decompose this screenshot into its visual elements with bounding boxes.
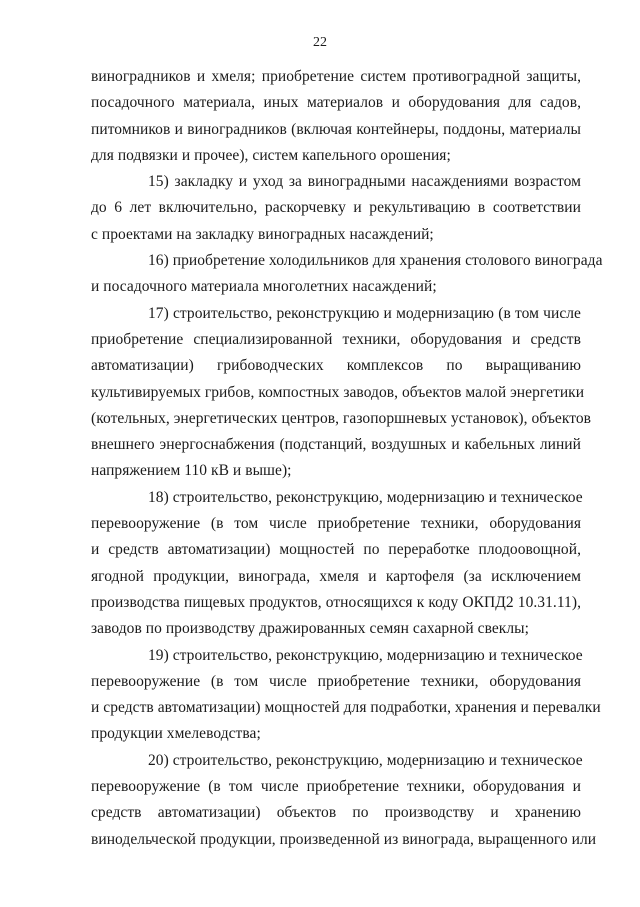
text-line: культивируемых грибов, компостных заводов, объектов малой энергетики: [91, 383, 585, 401]
text-line: заводов по производству дражированных семян сахарной свеклы;: [91, 620, 529, 638]
document-body: [91, 64, 603, 853]
text-line: автоматизации) грибоводческих комплексов по выращиванию: [91, 357, 581, 375]
text-line: до 6 лет включительно, раскорчевку и рекультивацию в соответствии: [91, 199, 581, 217]
text-line: для подвязки и прочее), систем капельного орошения;: [91, 146, 451, 164]
text-line: производства пищевых продуктов, относящихся к коду ОКПД2 10.31.11),: [91, 593, 581, 611]
paragraph-item-17: [91, 301, 591, 485]
page-number: 22: [313, 35, 327, 50]
paragraph-item-16: [91, 248, 603, 301]
text-line: и посадочного материала многолетних насаждений;: [91, 278, 437, 296]
text-line: 19) строительство, реконструкцию, модернизацию и техническое: [148, 646, 583, 664]
text-line: перевооружение (в том числе приобретение техники, оборудования и: [91, 778, 581, 796]
paragraph-item-18: [91, 485, 581, 643]
text-line: (котельных, энергетических центров, газопоршневых установок), объектов: [91, 409, 591, 427]
text-line: приобретение специализированной техники, оборудования и средств: [91, 330, 581, 348]
text-line: внешнего энергоснабжения (подстанций, воздушных и кабельных линий: [91, 436, 581, 454]
text-line: питомников и виноградников (включая контейнеры, поддоны, материалы: [91, 120, 581, 138]
text-line: виноградников и хмеля; приобретение систем противоградной защиты,: [91, 68, 581, 85]
text-line: средств автоматизации) объектов по производству и хранению: [91, 804, 581, 822]
text-line: напряжением 110 кВ и выше);: [91, 462, 292, 480]
text-line: 18) строительство, реконструкцию, модернизацию и техническое: [148, 488, 583, 506]
text-line: с проектами на закладку виноградных насаждений;: [91, 225, 434, 243]
paragraph-item-19: [91, 643, 601, 748]
text-line: 20) строительство, реконструкцию, модернизацию и техническое: [148, 751, 583, 769]
text-line: и средств автоматизации) мощностей по переработке плодоовощной,: [91, 541, 581, 559]
text-line: 16) приобретение холодильников для хранения столового винограда: [148, 252, 603, 270]
paragraph-item-20: [91, 748, 597, 853]
text-line: перевооружение (в том числе приобретение техники, оборудования: [91, 672, 581, 690]
text-line: и средств автоматизации) мощностей для подработки, хранения и перевалки: [91, 699, 601, 717]
text-line: посадочного материала, иных материалов и оборудования для садов,: [91, 94, 581, 112]
paragraph-item-15: [91, 169, 581, 248]
text-line: 17) строительство, реконструкцию и модернизацию (в том числе: [148, 304, 581, 322]
text-line: продукции хмелеводства;: [91, 725, 261, 743]
text-line: перевооружение (в том числе приобретение техники, оборудования: [91, 515, 581, 533]
text-line: винодельческой продукции, произведенной из винограда, выращенного или: [91, 830, 597, 848]
text-line: 15) закладку и уход за виноградными насаждениями возрастом: [148, 173, 581, 191]
paragraph-continuation: [91, 64, 581, 169]
text-line: ягодной продукции, винограда, хмеля и картофеля (за исключением: [91, 567, 581, 585]
